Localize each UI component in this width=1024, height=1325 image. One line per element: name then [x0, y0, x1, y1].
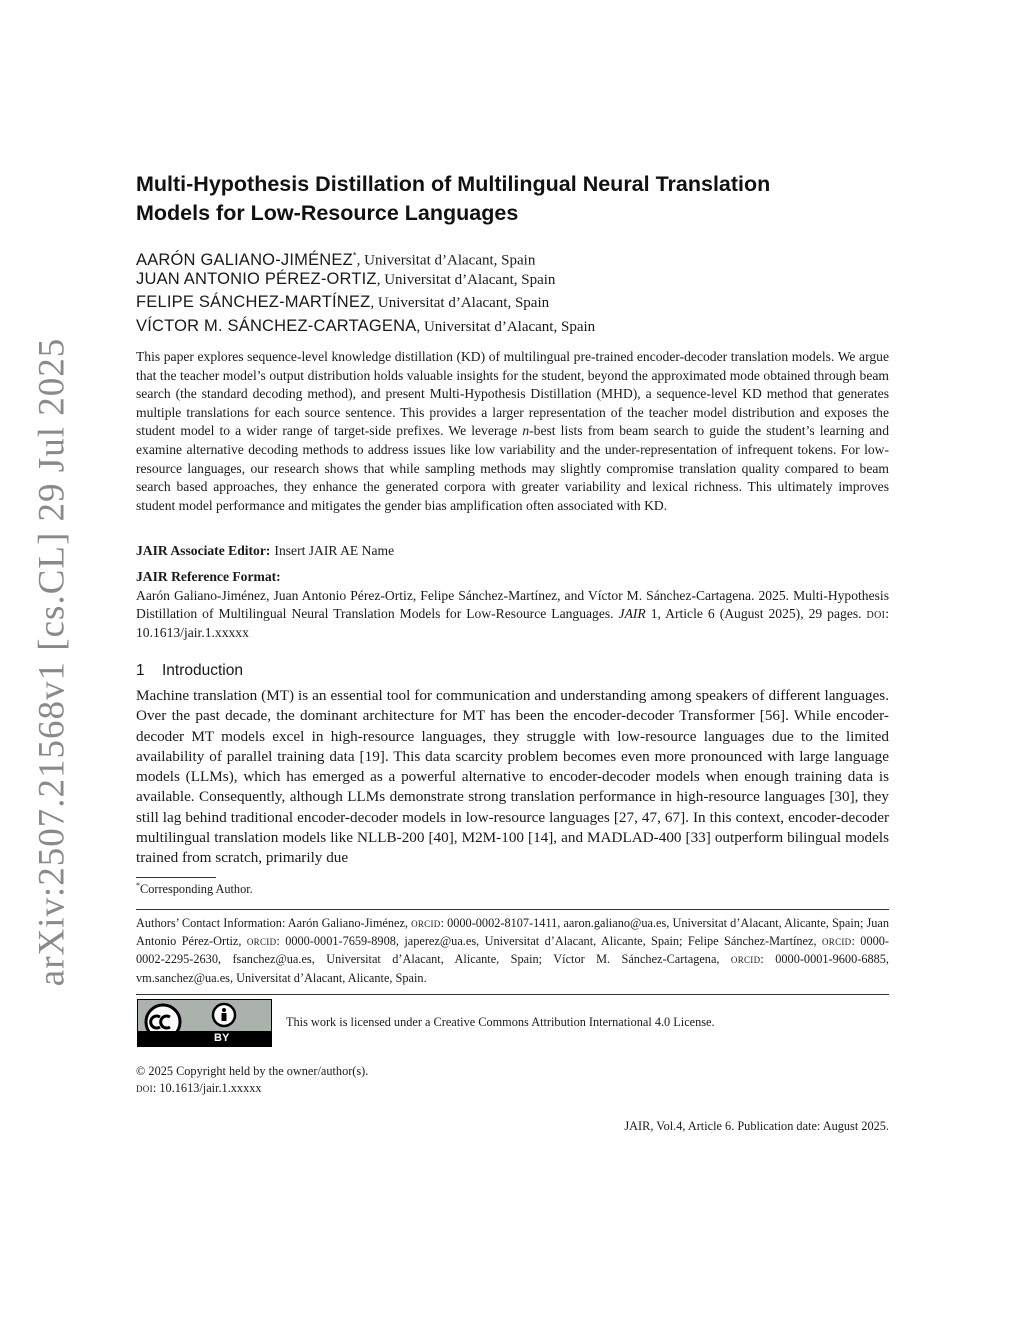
author-contact-info: Authors’ Contact Information: Aarón Galiano-Jiménez, orcid: 0000-0002-8107-1411, aaron.galiano@ua.es, Universitat d’Alacant, Alicante, Spain; Juan Antonio Pérez-Ortiz, orcid: 0000-0001-7659-8908, japerez@ua.es, Universitat d’Alacant, Alicante, Spain; Felipe Sánchez-Martínez, orcid: 0000-0002-2295-2630, fsanchez@ua.es, Universitat d’Alacant, Alicante, Spain; Víctor M. Sánchez-Cartagena, orcid: 0000-0001-9600-6885, vm.sanchez@ua.es, Universitat d’Alacant, Alicante, Spain.: [136, 916, 889, 985]
footnote-divider: [136, 877, 216, 878]
by-label: BY: [214, 1032, 230, 1044]
author-entry: [136, 244, 896, 268]
title-line: Models for Low-Resource Languages: [136, 201, 519, 225]
author-entry: [136, 315, 896, 339]
section-number: 1: [136, 662, 145, 679]
by-bar: [138, 1031, 271, 1046]
title-line: Multi-Hypothesis Distillation of Multilingual Neural Translation: [136, 172, 771, 196]
associate-editor: [136, 542, 889, 561]
author-name: VÍCTOR M. SÁNCHEZ-CARTAGENA: [136, 316, 417, 335]
divider: [136, 994, 889, 995]
author-affiliation: , Universitat d’Alacant, Spain: [370, 295, 550, 311]
license-statement: This work is licensed under a Creative Commons Attribution International 4.0 License.: [286, 1015, 715, 1029]
reference-format-text: Aarón Galiano-Jiménez, Juan Antonio Pérez-Ortiz, Felipe Sánchez-Martínez, and Víctor M. Sánchez-Cartagena. 2025. Multi-Hypothesis Distillation of Multilingual Neural Translation Models for Low-Resource Languages. JAIR 1, Article 6 (August 2025), 29 pages. doi: 10.1613/jair.1.xxxxx: [136, 587, 890, 640]
doi-line: doi: 10.1613/jair.1.xxxxx: [136, 1081, 262, 1095]
author-list: [136, 244, 896, 338]
reference-format: [136, 568, 889, 642]
author-affiliation: , Universitat d’Alacant, Spain: [356, 252, 536, 269]
attribution-person-icon: [213, 1004, 235, 1026]
copyright-notice: [136, 1063, 368, 1097]
section-title: Introduction: [162, 662, 243, 679]
footnote: *Corresponding Author.: [136, 881, 253, 897]
author-name: AARÓN GALIANO-JIMÉNEZ*: [136, 250, 357, 269]
cc-by-license-badge[interactable]: [137, 999, 272, 1047]
author-affiliation: , Universitat d’Alacant, Spain: [416, 318, 596, 335]
introduction-paragraph: Machine translation (MT) is an essential tool for communication and understanding among speakers of different languages. Over the past decade, the dominant architecture for MT has been the encoder-decoder Transformer [56]. While encoder-decoder MT models excel in high-resource languages, they struggle with low-resource languages due to the limited availability of parallel training data [19]. This data scarcity problem becomes even more pronounced with large language models (LLMs), which has emerged as a powerful alternative to encoder-decoder models when enough training data is available. Consequently, although LLMs demonstrate strong translation performance in high-resource languages [30], they still lag behind traditional encoder-decoder models in low-resource languages [27, 47, 67]. In this context, encoder-decoder multilingual translation models like NLLB-200 [40], M2M-100 [14], and MADLAD-400 [33] outperform bilingual models trained from scratch, primarily due: [136, 687, 889, 867]
reference-format-label: JAIR Reference Format:: [136, 569, 281, 584]
author-name: FELIPE SÁNCHEZ-MARTÍNEZ: [136, 293, 371, 311]
arxiv-identifier: arXiv:2507.21568v1 [cs.CL] 29 Jul 2025: [31, 337, 73, 987]
author-name: JUAN ANTONIO PÉREZ-ORTIZ: [136, 269, 377, 288]
corresponding-mark: *: [352, 250, 357, 260]
editor-value: Insert JAIR AE Name: [274, 543, 395, 558]
author-affiliation: , Universitat d’Alacant, Spain: [376, 271, 556, 288]
section-heading: [136, 661, 243, 681]
divider: [136, 909, 889, 910]
author-entry: [136, 268, 896, 292]
abstract: This paper explores sequence-level knowledge distillation (KD) of multilingual pre-trained encoder-decoder translation models. We argue that the teacher model’s output distribution holds valuable insights for the student, beyond the approximated mode obtained through beam search (the standard decoding method), and present Multi-Hypothesis Distillation (MHD), a sequence-level KD method that generates multiple translations for each source sentence. This provides a larger representation of the teacher model distribution and exposes the student model to a wider range of target-side prefixes. We leverage n-best lists from beam search to guide the student’s learning and examine alternative decoding methods to address issues like low variability and the under-representation of infrequent tokens. For low-resource languages, our research shows that while sampling methods may slightly compromise translation quality compared to beam search based approaches, they enhance the generated corpora with greater variability and lexical richness. This ultimately improves student model performance and mitigates the gender bias amplification often associated with KD.: [136, 349, 890, 513]
editor-label: JAIR Associate Editor:: [136, 543, 271, 558]
copyright-line: © 2025 Copyright held by the owner/author(s).: [136, 1064, 369, 1078]
paper-title: [136, 170, 896, 228]
page-footer: JAIR, Vol.4, Article 6. Publication date: August 2025.: [624, 1119, 889, 1133]
author-entry: [136, 291, 896, 315]
